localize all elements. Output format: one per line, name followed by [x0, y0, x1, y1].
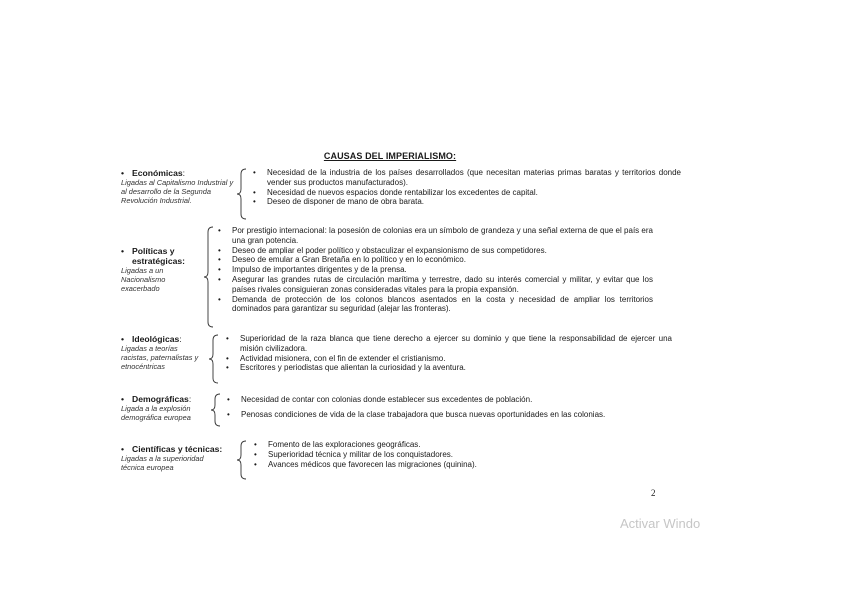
- list-item: • Fomento de las exploraciones geográficas.: [252, 440, 592, 450]
- section-items: [225, 395, 695, 420]
- brace-icon: [211, 393, 221, 427]
- section-subtitle: Ligadas a teorías racistas, paternalistas y etnocéntricas: [121, 344, 199, 371]
- section-subtitle: Ligadas al Capitalismo Industrial y al desarrollo de la Segunda Revolución Industrial.: [121, 178, 234, 205]
- list-item: • Necesidad de contar con colonias donde establecer sus excedentes de población.: [225, 395, 695, 405]
- list-item: • Superioridad de la raza blanca que tiene derecho a ejercer su dominio y que tiene la responsabilidad de ejercer una misión civilizadora.: [224, 334, 672, 354]
- list-item: • Deseo de disponer de mano de obra barata.: [251, 197, 681, 207]
- list-item: • Penosas condiciones de vida de la clase trabajadora que busca nuevas oportunidades en las colonias.: [225, 410, 695, 420]
- list-item: • Avances médicos que favorecen las migraciones (quinina).: [252, 460, 592, 470]
- list-item: • Necesidad de nuevos espacios donde rentabilizar los excedentes de capital.: [251, 188, 681, 198]
- section-economicas: [121, 168, 721, 220]
- section-subtitle: Ligadas a un Nacionalismo exacerbado: [121, 266, 166, 293]
- list-item: • Por prestigio internacional: la posesión de colonias era un símbolo de grandeza y una señal externa de que el país era una gran potencia.: [216, 226, 653, 246]
- section-items: [224, 334, 672, 373]
- section-ideologicas: [121, 334, 721, 384]
- section-items: [216, 226, 653, 314]
- section-label: • Políticas y estratégicas: Ligadas a un Nacionalismo exacerbado: [121, 246, 239, 293]
- section-demograficas: [121, 393, 721, 427]
- page-number: 2: [651, 488, 656, 498]
- section-title: Demográficas: [132, 394, 189, 404]
- document-title: CAUSAS DEL IMPERIALISMO:: [323, 151, 457, 161]
- list-item: • Superioridad técnica y militar de los conquistadores.: [252, 450, 592, 460]
- list-item: • Deseo de emular a Gran Bretaña en lo político y en lo económico.: [216, 255, 653, 265]
- list-item: • Escritores y periodistas que alientan la curiosidad y la aventura.: [224, 363, 672, 373]
- brace-icon: [237, 168, 247, 220]
- section-cientificas: [121, 440, 721, 480]
- section-items: [251, 168, 681, 207]
- section-label: • Ideológicas: Ligadas a teorías racistas, paternalistas y etnocéntricas: [121, 334, 239, 371]
- section-title: Económicas: [132, 168, 183, 178]
- list-item: • Demanda de protección de los colonos blancos asentados en la costa y necesidad de ampliar los territorios dominados para garantizar su seguridad (alejar las fronteras).: [216, 295, 653, 315]
- section-subtitle: Ligadas a la superioridad técnica europea: [121, 454, 204, 472]
- brace-icon: [237, 440, 247, 480]
- section-items: [252, 440, 592, 469]
- section-label: • Científicas y técnicas: Ligadas a la superioridad técnica europea: [121, 444, 223, 472]
- list-item: • Actividad misionera, con el fin de extender el cristianismo.: [224, 354, 672, 364]
- section-label: • Económicas: Ligadas al Capitalismo Industrial y al desarrollo de la Segunda Revolución Industrial.: [121, 168, 239, 205]
- section-title: Ideológicas: [132, 334, 180, 344]
- section-label: • Demográficas: Ligada a la explosión demográfica europea: [121, 394, 239, 422]
- section-title: Científicas y técnicas:: [132, 444, 223, 454]
- list-item: • Impulso de importantes dirigentes y de la prensa.: [216, 265, 653, 275]
- list-item: • Necesidad de la industria de los países desarrollados (que necesitan materias primas baratas y territorios donde vender sus productos manufacturados).: [251, 168, 681, 188]
- section-politicas: [121, 226, 721, 328]
- list-item: • Deseo de ampliar el poder político y obstaculizar el expansionismo de sus competidores.: [216, 246, 653, 256]
- section-subtitle: Ligada a la explosión demográfica europea: [121, 404, 191, 422]
- activation-watermark: Activar Windo: [620, 516, 701, 531]
- brace-icon: [209, 334, 219, 384]
- section-title: Políticas y estratégicas:: [132, 246, 186, 266]
- brace-icon: [204, 226, 214, 328]
- list-item: • Asegurar las grandes rutas de circulación marítima y terrestre, dado su interés comercial y militar, y evitar que los países rivales consiguieran zonas consideradas vitales para la propia expansión.: [216, 275, 653, 295]
